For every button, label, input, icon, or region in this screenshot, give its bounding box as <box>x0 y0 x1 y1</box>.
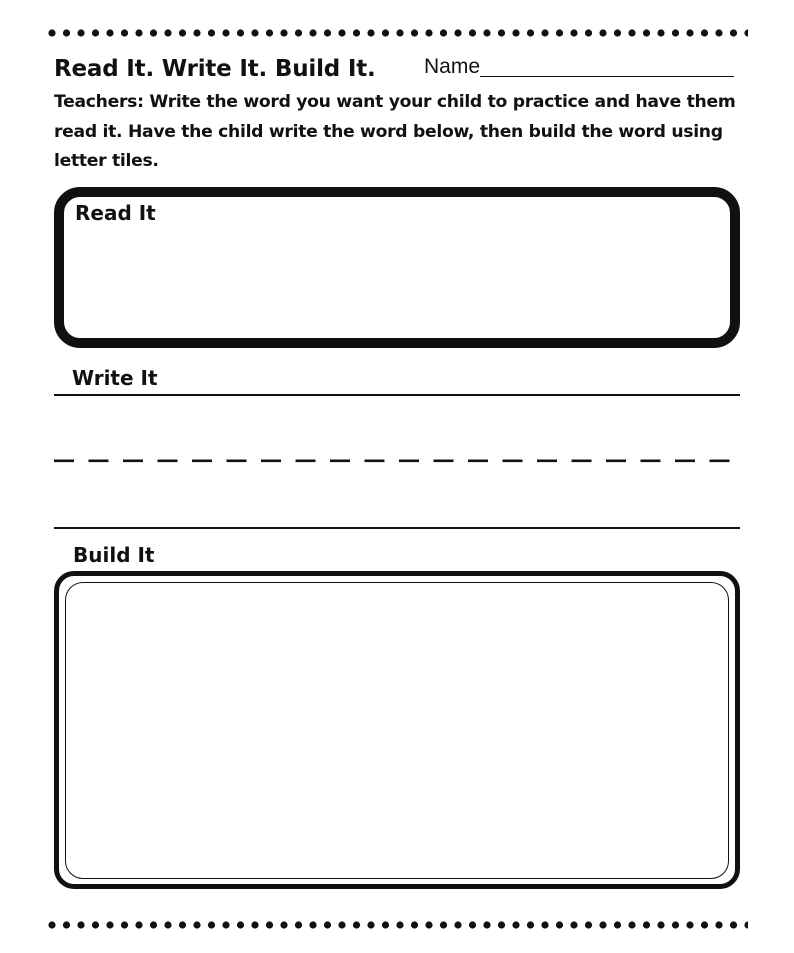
midline-dash <box>399 460 419 463</box>
midline-dash <box>572 460 592 463</box>
border-dot <box>92 29 99 36</box>
border-dot <box>280 921 287 928</box>
border-dot <box>744 921 748 928</box>
build-it-tile-area[interactable] <box>65 582 729 879</box>
border-dot <box>208 921 215 928</box>
write-it-baseline <box>54 527 740 529</box>
border-dot <box>295 29 302 36</box>
border-dot <box>396 921 403 928</box>
border-dot <box>498 29 505 36</box>
border-dot <box>164 29 171 36</box>
border-dot <box>672 29 679 36</box>
border-dot <box>643 921 650 928</box>
border-dot <box>295 921 302 928</box>
border-dot <box>324 29 331 36</box>
border-dot <box>222 29 229 36</box>
border-dot <box>541 921 548 928</box>
border-dot <box>48 29 55 36</box>
border-dot <box>208 29 215 36</box>
midline-dash <box>434 460 454 463</box>
border-dot <box>193 921 200 928</box>
border-dot <box>150 29 157 36</box>
midline-dash <box>296 460 316 463</box>
bottom-dots-graphic <box>48 920 748 930</box>
border-dot <box>454 29 461 36</box>
border-dot <box>440 29 447 36</box>
border-dot <box>121 29 128 36</box>
midline-dash <box>261 460 281 463</box>
border-dot <box>643 29 650 36</box>
midline-dash <box>330 460 350 463</box>
border-dot <box>556 921 563 928</box>
border-dot <box>63 29 70 36</box>
border-dot <box>425 29 432 36</box>
border-dot <box>657 921 664 928</box>
border-dot <box>324 921 331 928</box>
border-dot <box>744 29 748 36</box>
border-dot <box>309 921 316 928</box>
border-dot <box>541 29 548 36</box>
border-dot <box>614 921 621 928</box>
border-dot <box>48 921 55 928</box>
border-dot <box>382 921 389 928</box>
midline-dash <box>227 460 247 463</box>
border-dot <box>222 921 229 928</box>
border-dot <box>585 29 592 36</box>
midline-dash <box>192 460 212 463</box>
border-dot <box>63 921 70 928</box>
midline-dash <box>710 460 730 463</box>
border-dot <box>121 921 128 928</box>
border-dot <box>556 29 563 36</box>
border-dot <box>338 921 345 928</box>
border-dot <box>396 29 403 36</box>
midline-dash <box>89 460 109 463</box>
border-dot <box>92 921 99 928</box>
border-dot <box>411 921 418 928</box>
border-dot <box>686 921 693 928</box>
border-dot <box>585 921 592 928</box>
midline-dash <box>606 460 626 463</box>
border-dot <box>469 29 476 36</box>
midline-dash <box>641 460 661 463</box>
border-dot <box>570 29 577 36</box>
top-dotted-border <box>48 28 748 38</box>
border-dot <box>135 921 142 928</box>
midline-dash <box>365 460 385 463</box>
border-dot <box>266 29 273 36</box>
border-dot <box>527 29 534 36</box>
bottom-dotted-border <box>48 920 748 930</box>
border-dot <box>353 29 360 36</box>
border-dot <box>715 921 722 928</box>
border-dot <box>483 29 490 36</box>
border-dot <box>614 29 621 36</box>
border-dot <box>266 921 273 928</box>
midline-dash <box>675 460 695 463</box>
midline-dash <box>123 460 143 463</box>
border-dot <box>338 29 345 36</box>
border-dot <box>628 29 635 36</box>
border-dot <box>411 29 418 36</box>
border-dot <box>628 921 635 928</box>
border-dot <box>367 29 374 36</box>
border-dot <box>77 29 84 36</box>
border-dot <box>686 29 693 36</box>
border-dot <box>454 921 461 928</box>
midline-dash <box>158 460 178 463</box>
name-label: Name <box>424 55 481 78</box>
border-dot <box>106 29 113 36</box>
border-dot <box>512 29 519 36</box>
midline-dash <box>468 460 488 463</box>
border-dot <box>353 921 360 928</box>
border-dot <box>527 921 534 928</box>
border-dot <box>193 29 200 36</box>
border-dot <box>599 29 606 36</box>
border-dot <box>672 921 679 928</box>
border-dot <box>440 921 447 928</box>
teacher-instructions: Teachers: Write the word you want your child to practice and have them read it. Have the child write the word below, then build the word using letter tiles. <box>54 92 736 171</box>
border-dot <box>498 921 505 928</box>
border-dot <box>106 921 113 928</box>
border-dot <box>179 29 186 36</box>
top-dots-graphic <box>48 28 748 38</box>
border-dot <box>179 921 186 928</box>
border-dot <box>570 921 577 928</box>
write-it-label: Write It <box>72 366 158 390</box>
border-dot <box>657 29 664 36</box>
border-dot <box>135 29 142 36</box>
midline-dash <box>537 460 557 463</box>
name-write-line[interactable] <box>480 76 734 77</box>
border-dot <box>469 921 476 928</box>
border-dot <box>701 29 708 36</box>
border-dot <box>251 29 258 36</box>
border-dot <box>715 29 722 36</box>
border-dot <box>730 921 737 928</box>
border-dot <box>309 29 316 36</box>
border-dot <box>701 921 708 928</box>
border-dot <box>164 921 171 928</box>
worksheet-title: Read It. Write It. Build It. <box>54 56 376 82</box>
border-dot <box>599 921 606 928</box>
border-dot <box>483 921 490 928</box>
border-dot <box>237 921 244 928</box>
border-dot <box>367 921 374 928</box>
read-it-box[interactable] <box>54 187 740 348</box>
border-dot <box>425 921 432 928</box>
read-it-label: Read It <box>75 201 156 225</box>
border-dot <box>237 29 244 36</box>
border-dot <box>280 29 287 36</box>
border-dot <box>150 921 157 928</box>
build-it-label: Build It <box>73 543 155 567</box>
midline-dash <box>54 460 74 463</box>
write-it-top-line <box>54 394 740 396</box>
border-dot <box>382 29 389 36</box>
border-dot <box>512 921 519 928</box>
midline-dash <box>503 460 523 463</box>
border-dot <box>77 921 84 928</box>
border-dot <box>251 921 258 928</box>
write-it-midline <box>54 458 740 464</box>
dashed-midline-graphic <box>54 458 740 464</box>
border-dot <box>730 29 737 36</box>
